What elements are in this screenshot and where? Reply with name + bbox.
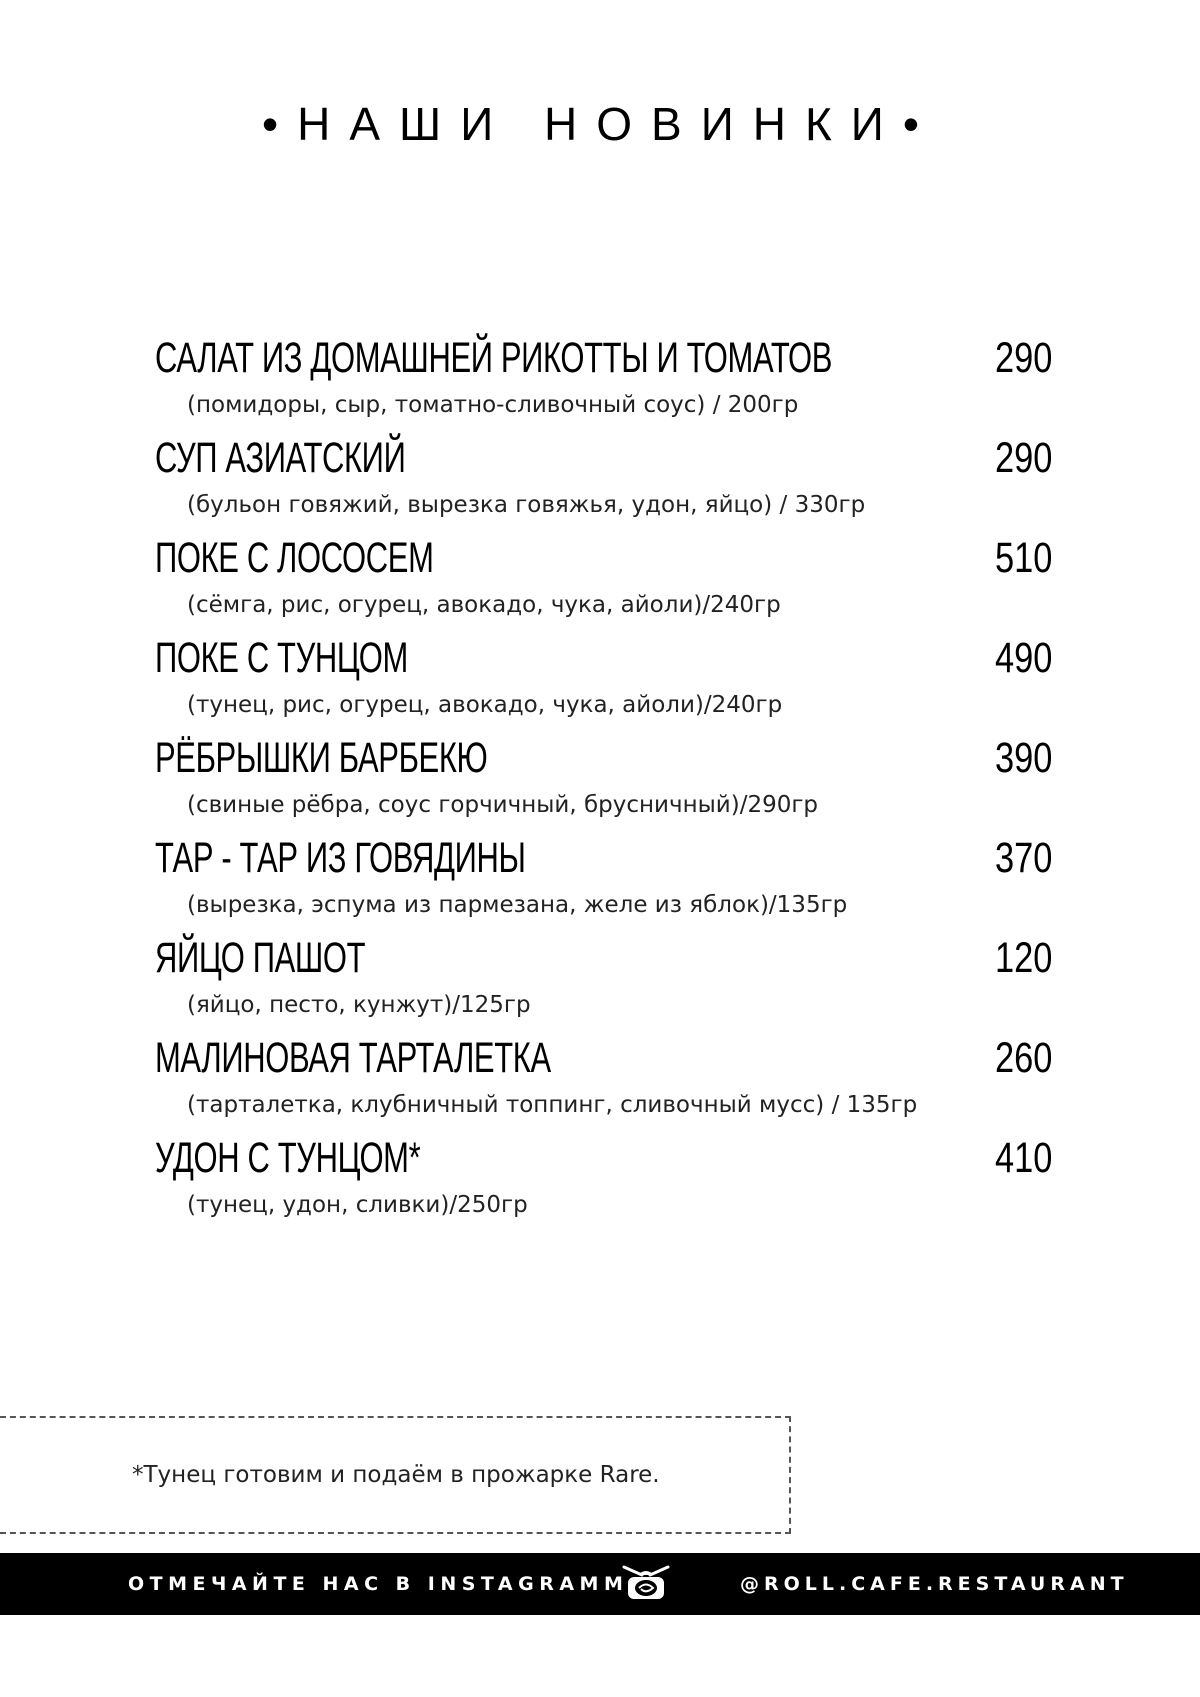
- menu-item-price: 260: [995, 1034, 1053, 1082]
- menu-item: [155, 834, 1060, 934]
- menu-item: [155, 1134, 1060, 1234]
- menu-item-price: 290: [995, 434, 1053, 482]
- menu-item-description: (яйцо, песто, кунжут)/125гр: [187, 992, 531, 1018]
- menu-item-price: 120: [995, 934, 1053, 982]
- menu-item-price: 490: [995, 634, 1053, 682]
- menu-item-name: СУП АЗИАТСКИЙ: [155, 434, 406, 482]
- menu-item-name: ПОКЕ С ЛОСОСЕМ: [155, 534, 434, 582]
- menu-item-price: 510: [995, 534, 1053, 582]
- menu-item-name: УДОН С ТУНЦОМ*: [155, 1134, 421, 1182]
- menu-item-name: РЁБРЫШКИ БАРБЕКЮ: [155, 734, 488, 782]
- menu-item-description: (помидоры, сыр, томатно-сливочный соус) / 200гр: [187, 392, 799, 418]
- instagram-callout: ОТМЕЧАЙТЕ НАС В INSTAGRAMM: [128, 1573, 629, 1595]
- note-text: *Тунец готовим и подаём в прожарке Rare.: [132, 1462, 660, 1488]
- menu-item-name: ПОКЕ С ТУНЦОМ: [155, 634, 408, 682]
- menu-item-name: САЛАТ ИЗ ДОМАШНЕЙ РИКОТТЫ И ТОМАТОВ: [155, 334, 832, 382]
- menu-item-price: 370: [995, 834, 1053, 882]
- instagram-handle[interactable]: @ROLL.CAFE.RESTAURANT: [740, 1573, 1129, 1595]
- note-box: [0, 1416, 791, 1534]
- menu-item: [155, 934, 1060, 1034]
- menu-item: [155, 734, 1060, 834]
- menu-list: [155, 334, 1060, 1234]
- footer-bar: [0, 1553, 1200, 1615]
- menu-item: [155, 634, 1060, 734]
- menu-item: [155, 534, 1060, 634]
- menu-item-name: ЯЙЦО ПАШОТ: [155, 934, 366, 982]
- menu-item: [155, 334, 1060, 434]
- menu-item-price: 410: [995, 1134, 1053, 1182]
- menu-item-description: (свиные рёбра, соус горчичный, брусничный)/290гр: [187, 792, 819, 818]
- menu-item: [155, 434, 1060, 534]
- menu-item-name: МАЛИНОВАЯ ТАРТАЛЕТКА: [155, 1034, 551, 1082]
- menu-item-description: (тунец, удон, сливки)/250гр: [187, 1192, 528, 1218]
- menu-item-description: (вырезка, эспума из пармезана, желе из яблок)/135гр: [187, 892, 848, 918]
- menu-item-description: (сёмга, рис, огурец, авокадо, чука, айоли)/240гр: [187, 592, 781, 618]
- menu-item: [155, 1034, 1060, 1134]
- menu-item-price: 290: [995, 334, 1053, 382]
- menu-item-description: (тунец, рис, огурец, авокадо, чука, айоли)/240гр: [187, 692, 783, 718]
- page-title: •НАШИ НОВИНКИ•: [262, 98, 938, 150]
- menu-item-description: (тарталетка, клубничный топпинг, сливочный мусс) / 135гр: [187, 1092, 918, 1118]
- menu-item-name: ТАР - ТАР ИЗ ГОВЯДИНЫ: [155, 834, 526, 882]
- sushi-roll-logo-icon: [620, 1561, 672, 1607]
- menu-item-description: (бульон говяжий, вырезка говяжья, удон, яйцо) / 330гр: [187, 492, 866, 518]
- menu-item-price: 390: [995, 734, 1053, 782]
